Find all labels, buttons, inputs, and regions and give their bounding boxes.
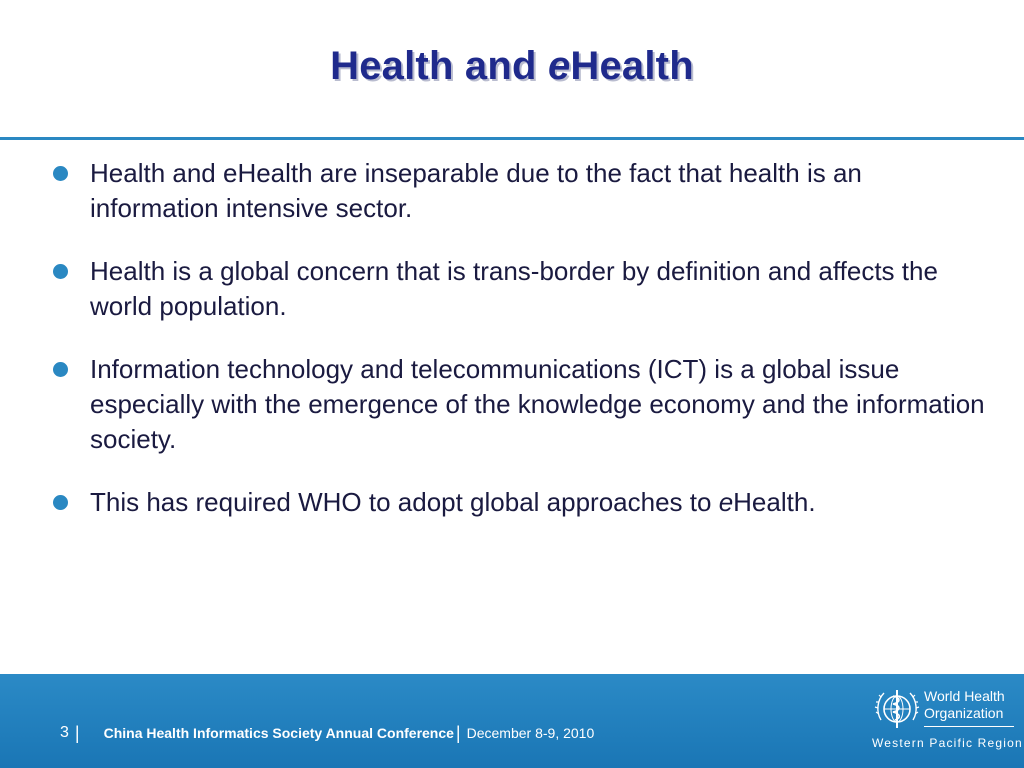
bullet-list: [50, 156, 990, 548]
who-org-name: [924, 688, 1005, 722]
logo-divider: [924, 726, 1014, 727]
who-org-line1: World Health: [924, 688, 1005, 704]
who-emblem-icon: [872, 684, 922, 734]
footer-separator: |: [455, 722, 461, 743]
who-logo: [868, 680, 1023, 760]
conference-date: December 8-9, 2010: [466, 725, 595, 741]
bullet-dot-icon: [53, 166, 68, 181]
bullet-text-post: Health.: [733, 487, 816, 517]
title-e-italic: e: [547, 44, 571, 88]
bullet-dot-icon: [53, 362, 68, 377]
bullet-item: [50, 156, 990, 226]
conference-name: China Health Informatics Society Annual Conference: [103, 725, 454, 741]
footer-separator: |: [74, 722, 80, 743]
footer-info: [60, 718, 594, 748]
bullet-dot-icon: [53, 264, 68, 279]
title-part2: Health: [570, 44, 694, 88]
slide-number: 3: [60, 724, 69, 741]
who-region: Western Pacific Region: [872, 736, 1023, 750]
title-part1: Health and: [330, 44, 548, 88]
who-org-line2: Organization: [924, 705, 1004, 721]
bullet-text: Information technology and telecommunications (ICT) is a global issue especially with the emergence of the knowledge economy and the information society.: [90, 354, 985, 454]
bullet-item: [50, 352, 990, 457]
bullet-dot-icon: [53, 495, 68, 510]
bullet-text-e-italic: e: [718, 487, 734, 517]
bullet-text-pre: This has required WHO to adopt global approaches to: [90, 487, 719, 517]
title-divider: [0, 137, 1024, 140]
bullet-text: Health and eHealth are inseparable due to the fact that health is an information intensive sector.: [90, 158, 862, 223]
slide-title: [0, 44, 1024, 89]
bullet-item: [50, 254, 990, 324]
bullet-text: Health is a global concern that is trans-border by definition and affects the world population.: [90, 256, 938, 321]
bullet-item: [50, 485, 990, 520]
